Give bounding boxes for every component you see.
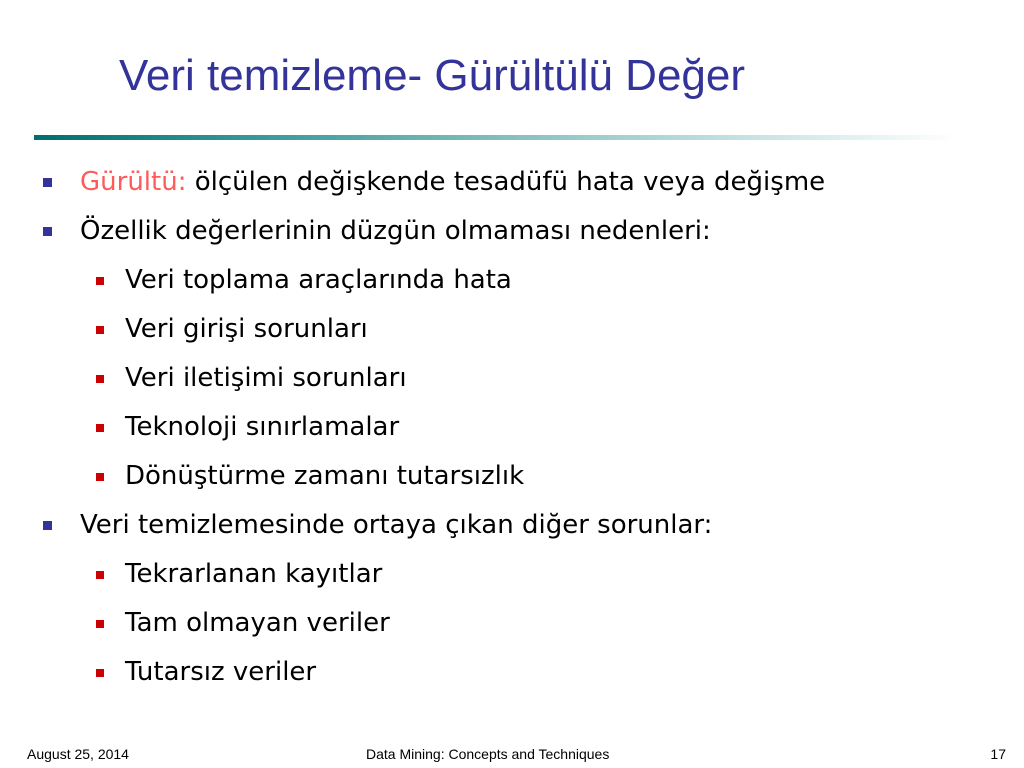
sub-bullet-item: [0, 256, 1024, 305]
sub-bullet-item: [0, 403, 1024, 452]
sub-bullet-item: [0, 354, 1024, 403]
bullet-text: Tutarsız veriler: [125, 657, 317, 687]
square-bullet-icon: [96, 620, 104, 628]
sub-bullet-item: [0, 305, 1024, 354]
sub-bullet-item: [0, 648, 1024, 697]
bullet-text: Veri temizlemesinde ortaya çıkan diğer sorunlar:: [80, 510, 713, 540]
bullet-text: Teknoloji sınırlamalar: [125, 412, 400, 442]
sub-bullet-item: [0, 452, 1024, 501]
slide-number: 17: [990, 746, 1006, 762]
square-bullet-icon: [43, 178, 52, 187]
bullet-text: Tam olmayan veriler: [125, 608, 390, 638]
bullet-text: Dönüştürme zamanı tutarsızlık: [125, 461, 525, 491]
square-bullet-icon: [43, 521, 52, 530]
square-bullet-icon: [96, 669, 104, 677]
bullet-item-causes: [0, 207, 1024, 256]
highlighted-term: Gürültü:: [80, 167, 187, 197]
sub-bullet-item: [0, 599, 1024, 648]
bullet-list: [0, 158, 1024, 697]
bullet-item-other-problems: [0, 501, 1024, 550]
footer-date: August 25, 2014: [27, 746, 129, 762]
bullet-text: [80, 158, 825, 207]
slide-title: Veri temizleme- Gürültülü Değer: [119, 51, 746, 100]
square-bullet-icon: [96, 571, 104, 579]
sub-bullet-item: [0, 550, 1024, 599]
bullet-item-noise: [0, 158, 1024, 207]
square-bullet-icon: [96, 424, 104, 432]
bullet-text: Veri toplama araçlarında hata: [125, 265, 512, 295]
footer-title: Data Mining: Concepts and Techniques: [366, 746, 610, 762]
square-bullet-icon: [96, 375, 104, 383]
title-divider: [34, 135, 959, 140]
square-bullet-icon: [96, 473, 104, 481]
bullet-text: Veri girişi sorunları: [125, 314, 368, 344]
bullet-text: Veri iletişimi sorunları: [125, 363, 407, 393]
bullet-definition: ölçülen değişkende tesadüfü hata veya değişme: [186, 167, 826, 197]
square-bullet-icon: [96, 277, 104, 285]
bullet-text: Özellik değerlerinin düzgün olmaması nedenleri:: [80, 216, 711, 246]
bullet-text: Tekrarlanan kayıtlar: [125, 559, 383, 589]
square-bullet-icon: [96, 326, 104, 334]
square-bullet-icon: [43, 227, 52, 236]
